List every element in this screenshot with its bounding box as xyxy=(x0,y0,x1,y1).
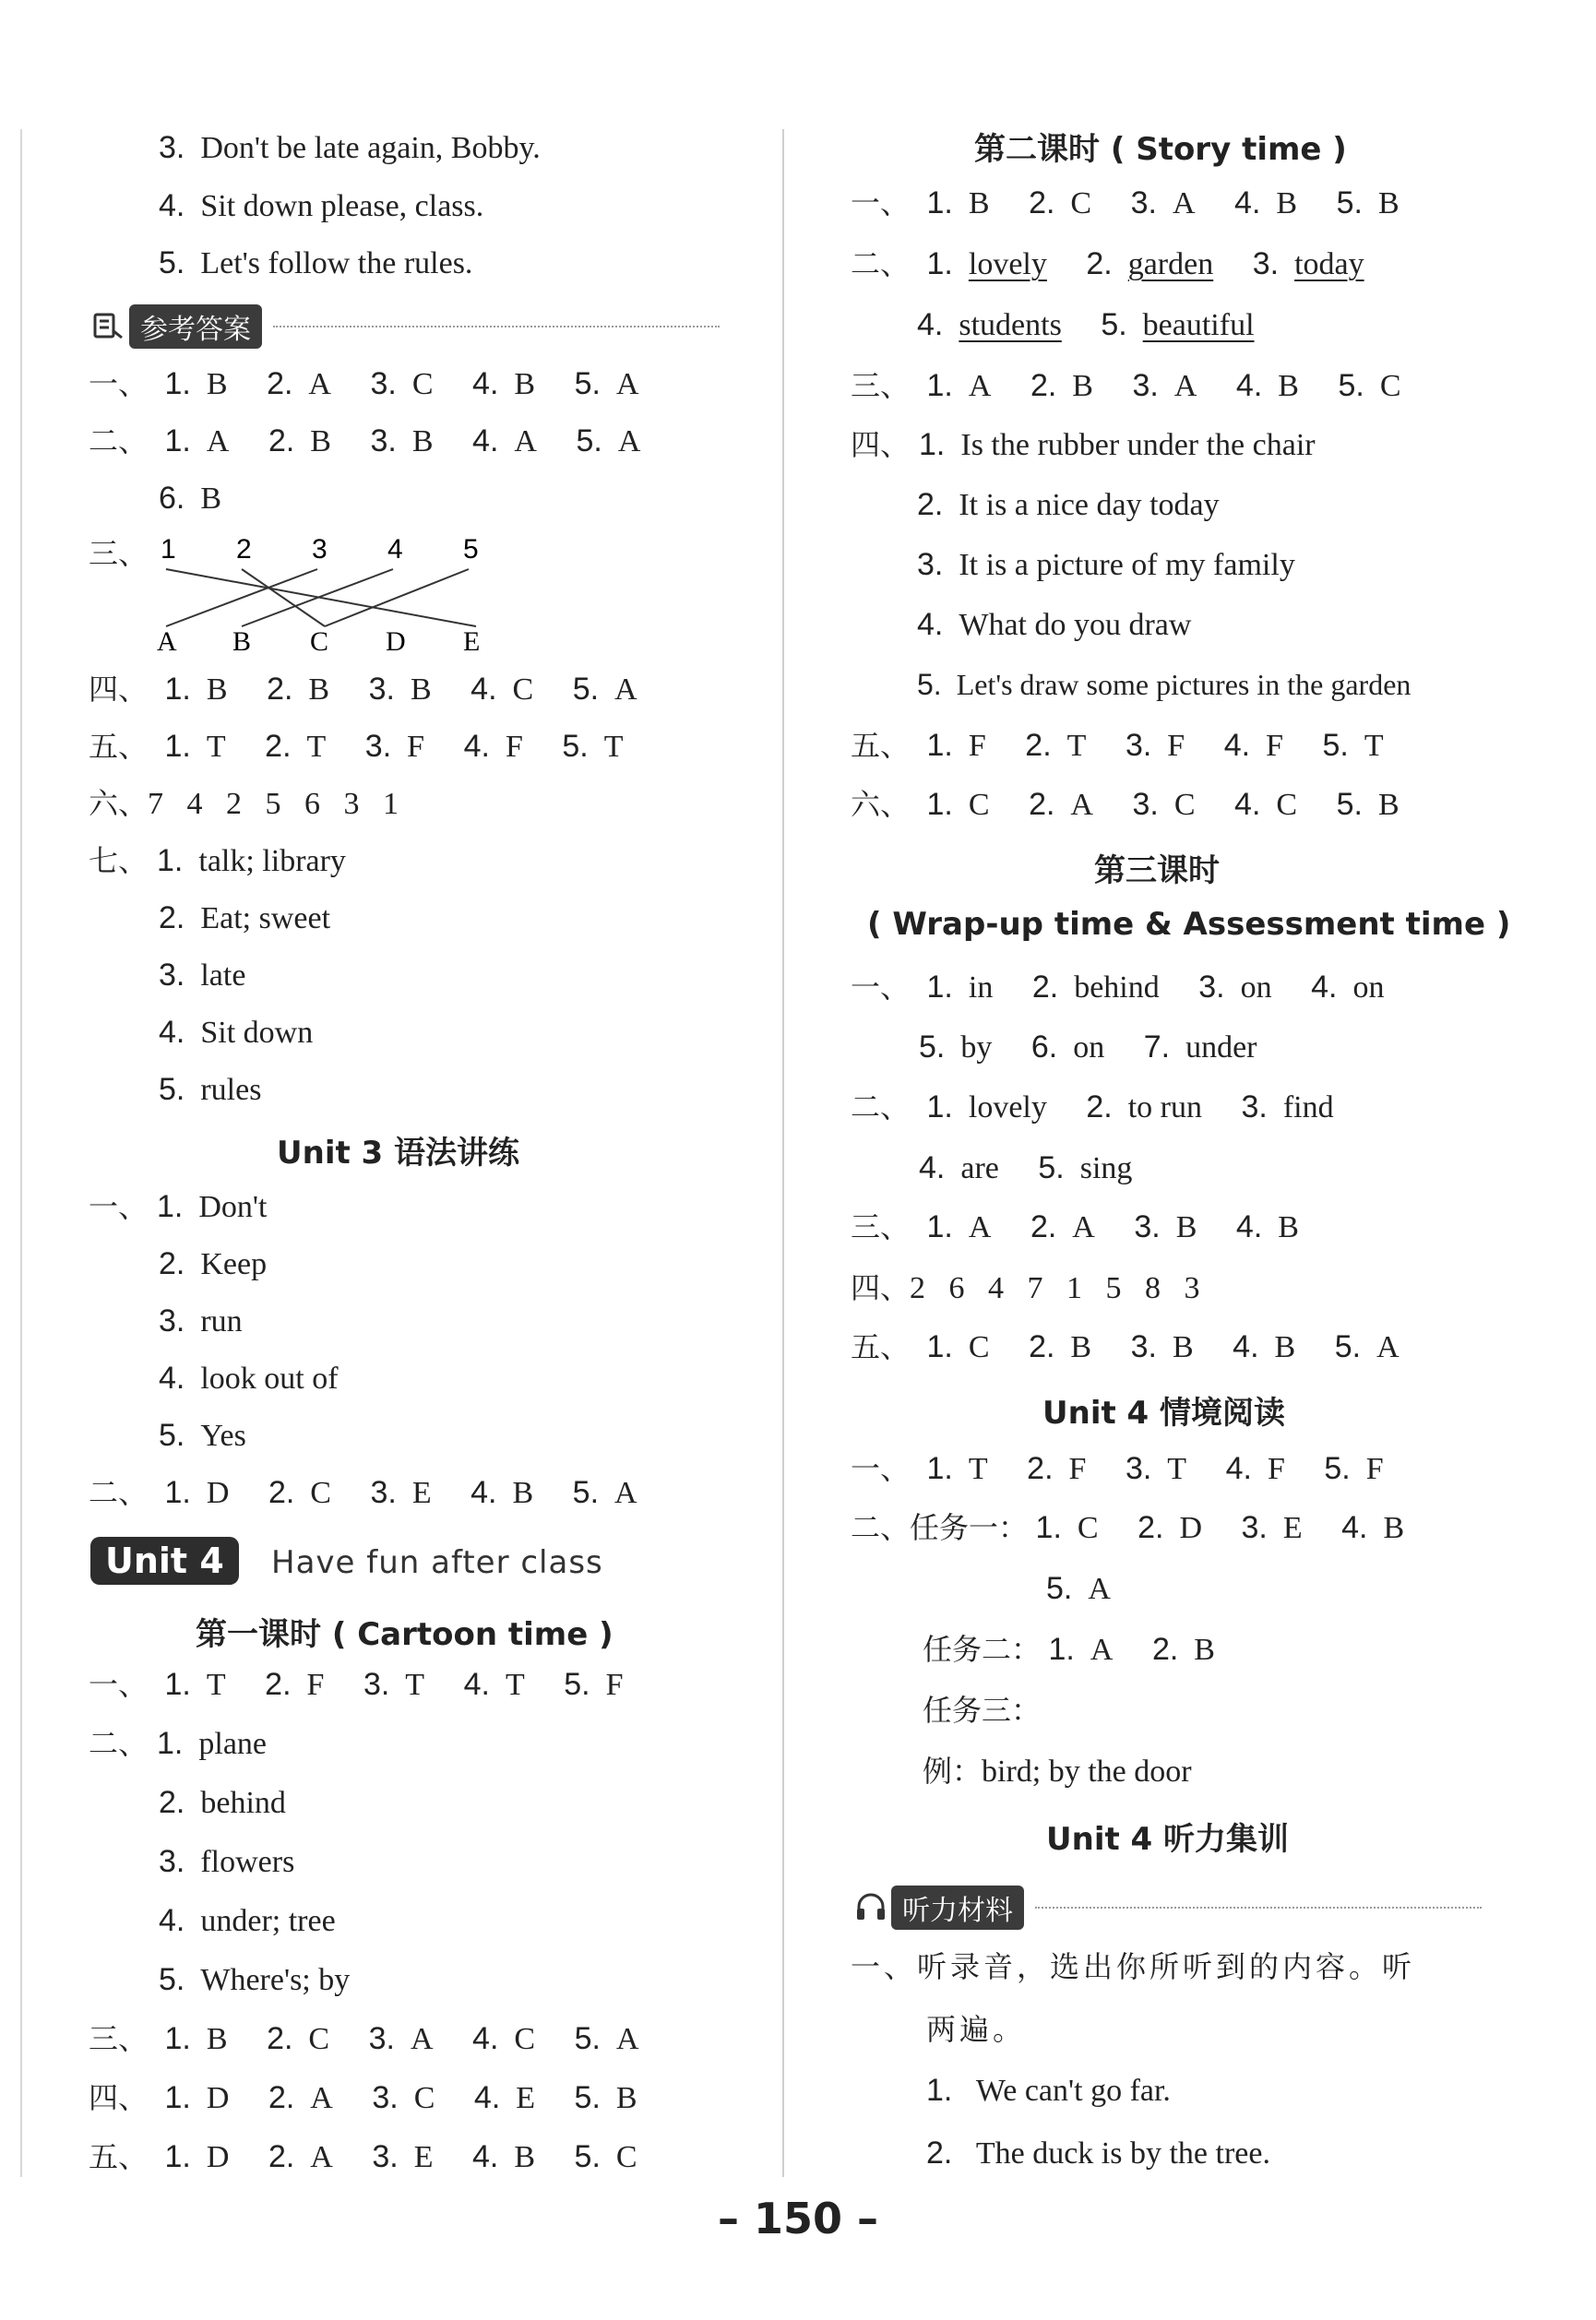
grammar-row-1-4: 4. look out of xyxy=(159,1361,339,1396)
lesson1-heading: 第一课时 ( Cartoon time ) xyxy=(196,1616,613,1653)
lesson1-row-2-5: 5. Where's; by xyxy=(159,1962,351,1997)
lesson1-row-5: 五、 1. D 2. A 3. E 4. B 5. C xyxy=(89,2139,637,2174)
answer-row-q5: 五、 1. T 2. T 3. F 4. F 5. T xyxy=(89,729,624,764)
top-item-4: 4. Sit down please, class. xyxy=(159,188,484,223)
r-row-4-3: 3. It is a picture of my family xyxy=(917,547,1295,582)
answer-row-q3-label: 三、 xyxy=(89,536,149,571)
grammar-row-1-2: 2. Keep xyxy=(159,1246,268,1281)
match-line-4 xyxy=(242,569,393,626)
answer-row-q7-2: 2. Eat; sweet xyxy=(159,900,331,935)
grammar-row-1-3: 3. run xyxy=(159,1303,243,1338)
match-top-3: 3 xyxy=(312,534,328,565)
lesson3-subheading: ( Wrap-up time & Assessment time ) xyxy=(867,906,1511,943)
book-icon xyxy=(92,310,129,343)
lesson1-row-2-2: 2. behind xyxy=(159,1785,286,1820)
listening-instruction-2: 两遍。 xyxy=(926,2012,1027,2047)
match-bottom-C: C xyxy=(310,626,329,657)
lesson1-row-3: 三、 1. B 2. C 3. A 4. C 5. A xyxy=(89,2021,639,2056)
lesson1-row-2-1: 二、 1. plane xyxy=(89,1726,268,1761)
listening-heading: Unit 4 听力集训 xyxy=(1046,1821,1290,1858)
lesson1-row-4: 四、 1. D 2. A 3. C 4. E 5. B xyxy=(89,2080,637,2115)
match-bottom-B: B xyxy=(232,626,252,657)
page-number: – 150 – xyxy=(717,2194,879,2243)
match-line-1 xyxy=(166,569,476,626)
match-bottom-A: A xyxy=(157,626,177,657)
match-bottom-E: E xyxy=(463,626,481,657)
lesson3-heading: 第三课时 xyxy=(1094,852,1220,889)
answer-row-q7-4: 4. Sit down xyxy=(159,1015,314,1050)
r-row-4-1: 四、 1. Is the rubber under the chair xyxy=(851,427,1316,462)
r-row-5: 五、 1. F 2. T 3. F 4. F 5. T xyxy=(851,728,1384,763)
unit-subtitle: Have fun after class xyxy=(271,1544,603,1581)
listening-item-2: 2. The duck is by the tree. xyxy=(926,2136,1270,2171)
column-divider xyxy=(782,129,784,2177)
r-row-3: 三、 1. A 2. B 3. A 4. B 5. C xyxy=(851,368,1401,403)
e-row-2-task1: 二、任务一： 1. C 2. D 3. E 4. B xyxy=(851,1510,1405,1545)
lesson1-row-2-3: 3. flowers xyxy=(159,1844,295,1879)
listening-item-1: 1. We can't go far. xyxy=(926,2073,1171,2108)
r-row-2b: 4. students 5. beautiful xyxy=(917,307,1255,342)
listening-badge: 听力材料 xyxy=(854,1886,1482,1930)
lesson1-row-2-4: 4. under; tree xyxy=(159,1903,336,1938)
answer-row-q7-1: 七、 1. talk; library xyxy=(89,843,346,878)
grammar-heading: Unit 3 语法讲练 xyxy=(277,1135,520,1172)
w-row-2a: 二、 1. lovely 2. to run 3. find xyxy=(851,1089,1334,1124)
e-row-2-task3: 任务三： xyxy=(923,1693,1042,1728)
w-row-1a: 一、 1. in 2. behind 3. on 4. on xyxy=(851,970,1385,1005)
r-row-4-5: 5. Let's draw some pictures in the garden xyxy=(917,668,1411,701)
w-row-4: 四、2 6 4 7 1 5 8 3 xyxy=(851,1270,1200,1305)
r-row-4-2: 2. It is a nice day today xyxy=(917,487,1220,522)
match-line-3 xyxy=(166,569,317,626)
w-row-2b: 4. are 5. sing xyxy=(919,1150,1133,1185)
top-item-5: 5. Let's follow the rules. xyxy=(159,245,473,280)
r-row-2a: 二、 1. lovely 2. garden 3. today xyxy=(851,246,1364,281)
e-row-2-task2: 任务二： 1. A 2. B xyxy=(923,1632,1215,1667)
match-top-4: 4 xyxy=(387,534,403,565)
e-row-2-task1-b: 5. A xyxy=(1046,1571,1111,1606)
w-row-1b: 5. by 6. on 7. under xyxy=(919,1029,1257,1065)
lesson2-heading: 第二课时 ( Story time ) xyxy=(974,131,1347,168)
w-row-5: 五、 1. C 2. B 3. B 4. B 5. A xyxy=(851,1329,1399,1364)
answer-row-q6: 六、7 4 2 5 6 3 1 xyxy=(89,786,399,821)
answer-row-q2-extra: 6. B xyxy=(159,481,222,516)
unit-badge: Unit 4 xyxy=(90,1537,239,1585)
grammar-row-2: 二、 1. D 2. C 3. E 4. B 5. A xyxy=(89,1475,637,1510)
reading-heading: Unit 4 情境阅读 xyxy=(1042,1395,1286,1432)
headphones-icon xyxy=(854,1891,891,1924)
lesson1-row-1: 一、 1. T 2. F 3. T 4. T 5. F xyxy=(89,1667,624,1702)
answer-row-q2: 二、 1. A 2. B 3. B 4. A 5. A xyxy=(89,423,641,458)
match-top-5: 5 xyxy=(463,534,479,565)
matching-diagram xyxy=(148,530,498,660)
answer-row-q7-3: 3. late xyxy=(159,958,246,993)
match-top-2: 2 xyxy=(236,534,252,565)
match-bottom-D: D xyxy=(386,626,406,657)
e-row-1: 一、 1. T 2. F 3. T 4. F 5. F xyxy=(851,1451,1384,1486)
r-row-4-4: 4. What do you draw xyxy=(917,607,1192,642)
r-row-1: 一、 1. B 2. C 3. A 4. B 5. B xyxy=(851,185,1399,220)
grammar-row-1-1: 一、 1. Don't xyxy=(89,1189,268,1224)
margin-rule xyxy=(20,129,22,2177)
match-line-5 xyxy=(325,569,469,626)
w-row-3: 三、 1. A 2. A 3. B 4. B xyxy=(851,1209,1299,1244)
answers-badge: 参考答案 xyxy=(92,304,720,349)
answer-row-q7-5: 5. rules xyxy=(159,1072,262,1107)
match-line-2 xyxy=(242,569,325,626)
listening-instruction-1: 一、听录音，选出你所听到的内容。听 xyxy=(851,1949,1416,1984)
answer-row-q1: 一、 1. B 2. A 3. C 4. B 5. A xyxy=(89,366,639,401)
answer-row-q4: 四、 1. B 2. B 3. B 4. C 5. A xyxy=(89,672,637,707)
grammar-row-1-5: 5. Yes xyxy=(159,1418,246,1453)
e-row-2-example: 例：bird; by the door xyxy=(923,1754,1192,1789)
top-item-3: 3. Don't be late again, Bobby. xyxy=(159,130,541,165)
match-top-1: 1 xyxy=(161,534,176,565)
r-row-6: 六、 1. C 2. A 3. C 4. C 5. B xyxy=(851,787,1399,822)
